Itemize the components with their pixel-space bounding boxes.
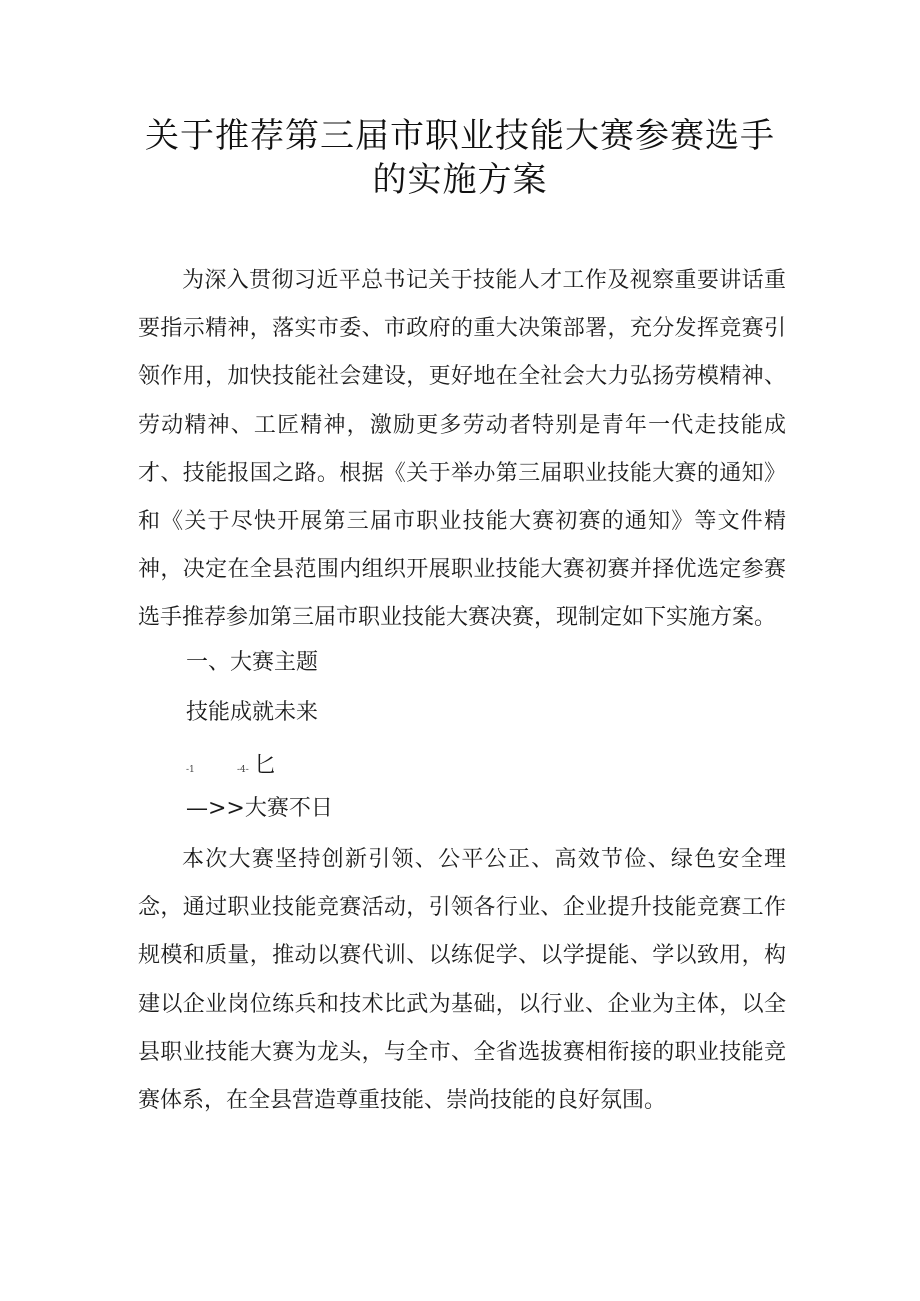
section-heading-theme: 一、大赛主题	[186, 650, 319, 675]
section-heading-principles: —>>大赛不日	[186, 796, 333, 821]
document-title-line2: 的实施方案	[372, 160, 548, 200]
artifact-mark-c: 匕	[253, 753, 276, 778]
artifact-mark-a: -1	[186, 765, 195, 775]
principles-paragraph: 本次大赛坚持创新引领、公平公正、高效节俭、绿色安全理念，通过职业技能竞赛活动，引领各行业、企业提升技能竞赛工作规模和质量，推动以赛代训、以练促学、以学提能、学以致用，构建以企业岗位练兵和技术比武为基础，以行业、企业为主体，以全县职业技能大赛为龙头，与全市、全省选拔赛相衔接的职业技能竞赛体系，在全县营造尊重技能、崇尚技能的良好氛围。	[138, 847, 786, 1114]
document-title-line1: 关于推荐第三届市职业技能大赛参赛选手	[145, 116, 775, 156]
artifact-mark-b: -4-	[236, 765, 249, 775]
intro-paragraph: 为深入贯彻习近平总书记关于技能人才工作及视察重要讲话重要指示精神，落实市委、市政府的重大决策部署，充分发挥竞赛引领作用，加快技能社会建设，更好地在全社会大力弘扬劳模精神、劳动精神、工匠精神，激励更多劳动者特别是青年一代走技能成才、技能报国之路。根据《关于举办第三届职业技能大赛的通知》和《关于尽快开展第三届市职业技能大赛初赛的通知》等文件精神，决定在全县范围内组织开展职业技能大赛初赛并择优选定参赛选手推荐参加第三届市职业技能大赛决赛，现制定如下实施方案。	[138, 268, 786, 631]
theme-content: 技能成就未来	[186, 700, 319, 725]
scan-artifact	[186, 748, 276, 778]
